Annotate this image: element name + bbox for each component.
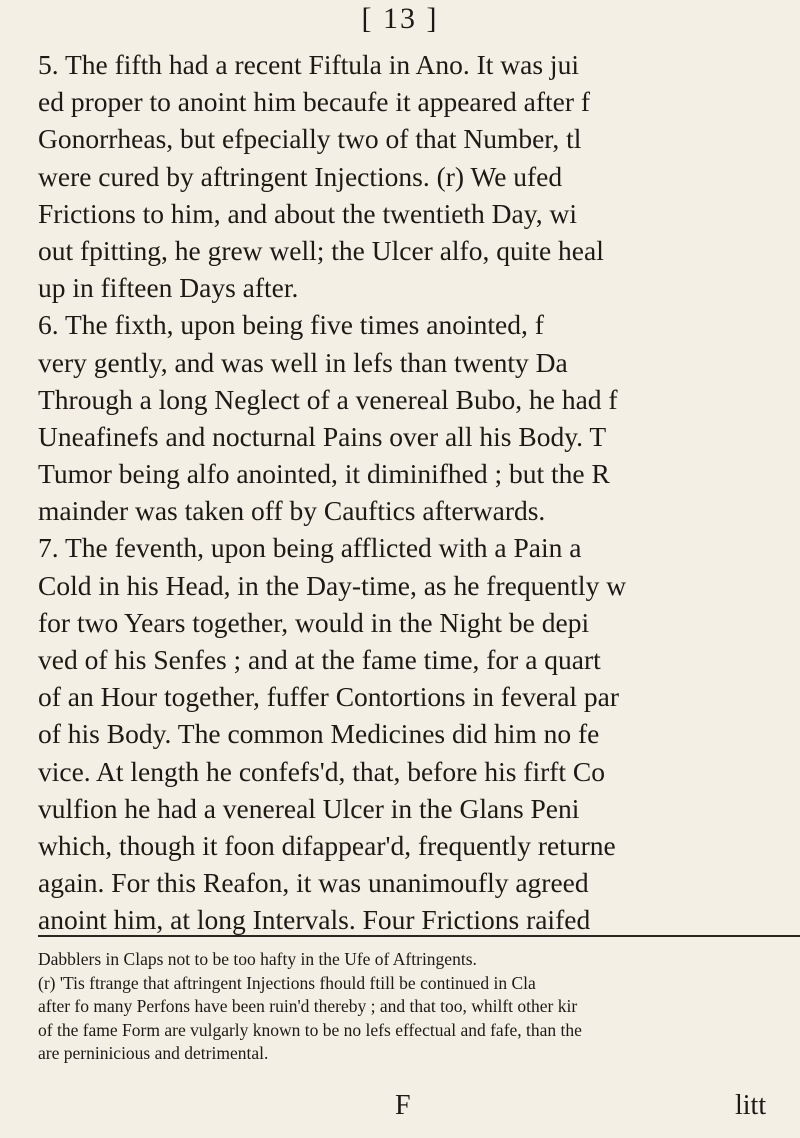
footnote-line: of the fame Form are vulgarly known to be no lefs effectual and fafe, than the (38, 1019, 582, 1040)
text-line: Frictions to him, and about the twentieth Day, wi (38, 197, 577, 229)
text-line: ed proper to anoint him becaufe it appeared after f (38, 86, 591, 118)
text-line: ved of his Senfes ; and at the fame time, for a quart (38, 644, 601, 675)
text-line: up in fifteen Days after. (38, 272, 299, 304)
text-line: were cured by aftringent Injections. (r) We ufed (38, 160, 563, 192)
text-line: anoint him, at long Intervals. Four Frictions raifed (38, 904, 591, 936)
text-line: Through a long Neglect of a venereal Bubo, he had f (38, 383, 618, 415)
footnote-line: after fo many Perfons have been ruin'd thereby ; and that too, whilft other kir (38, 996, 578, 1016)
text-line: vice. At length he confefs'd, that, before his firft Co (38, 755, 606, 787)
footnote-line: (r) 'Tis ftrange that aftringent Injections fhould ftill be continued in Cla (38, 972, 536, 993)
catchword: litt (735, 1090, 767, 1121)
text-line: very gently, and was well in lefs than twenty Da (38, 346, 568, 378)
text-line: for two Years together, would in the Night be depi (38, 606, 590, 638)
text-line: which, though it foon difappear'd, frequently returne (38, 829, 616, 861)
text-line: Tumor being alfo anointed, it diminifhed ; but the R (38, 458, 610, 490)
page-number-header: [ 13 ] (361, 2, 439, 35)
main-text (38, 46, 800, 939)
text-line: again. For this Reafon, it was unanimoufly agreed (38, 867, 589, 899)
text-line: 7. The feventh, upon being afflicted with a Pain a (38, 532, 582, 564)
text-line: of an Hour together, fuffer Contortions in feveral par (38, 681, 620, 713)
text-line: 6. The fixth, upon being five times anointed, f (38, 309, 544, 341)
text-line: out fpitting, he grew well; the Ulcer alfo, quite heal (38, 234, 604, 266)
text-line: mainder was taken off by Cauftics afterwards. (38, 495, 546, 527)
text-line: vulfion he had a venereal Ulcer in the Glans Peni (38, 792, 580, 824)
footnotes (38, 948, 800, 1066)
text-line: 5. The fifth had a recent Fiftula in Ano. It was jui (38, 49, 579, 80)
text-line: Uneafinefs and nocturnal Pains over all his Body. T (38, 420, 607, 452)
text-line: Gonorrheas, but efpecially two of that Number, tl (38, 123, 582, 155)
text-line: of his Body. The common Medicines did him no fe (38, 718, 600, 750)
signature-mark: F (395, 1090, 411, 1121)
text-line: Cold in his Head, in the Day-time, as he frequently w (38, 569, 627, 601)
footnote-line: Dabblers in Claps not to be too hafty in the Ufe of Aftringents. (38, 949, 477, 969)
footnote-divider (38, 935, 800, 937)
footnote-line: are perninicious and detrimental. (38, 1043, 269, 1063)
